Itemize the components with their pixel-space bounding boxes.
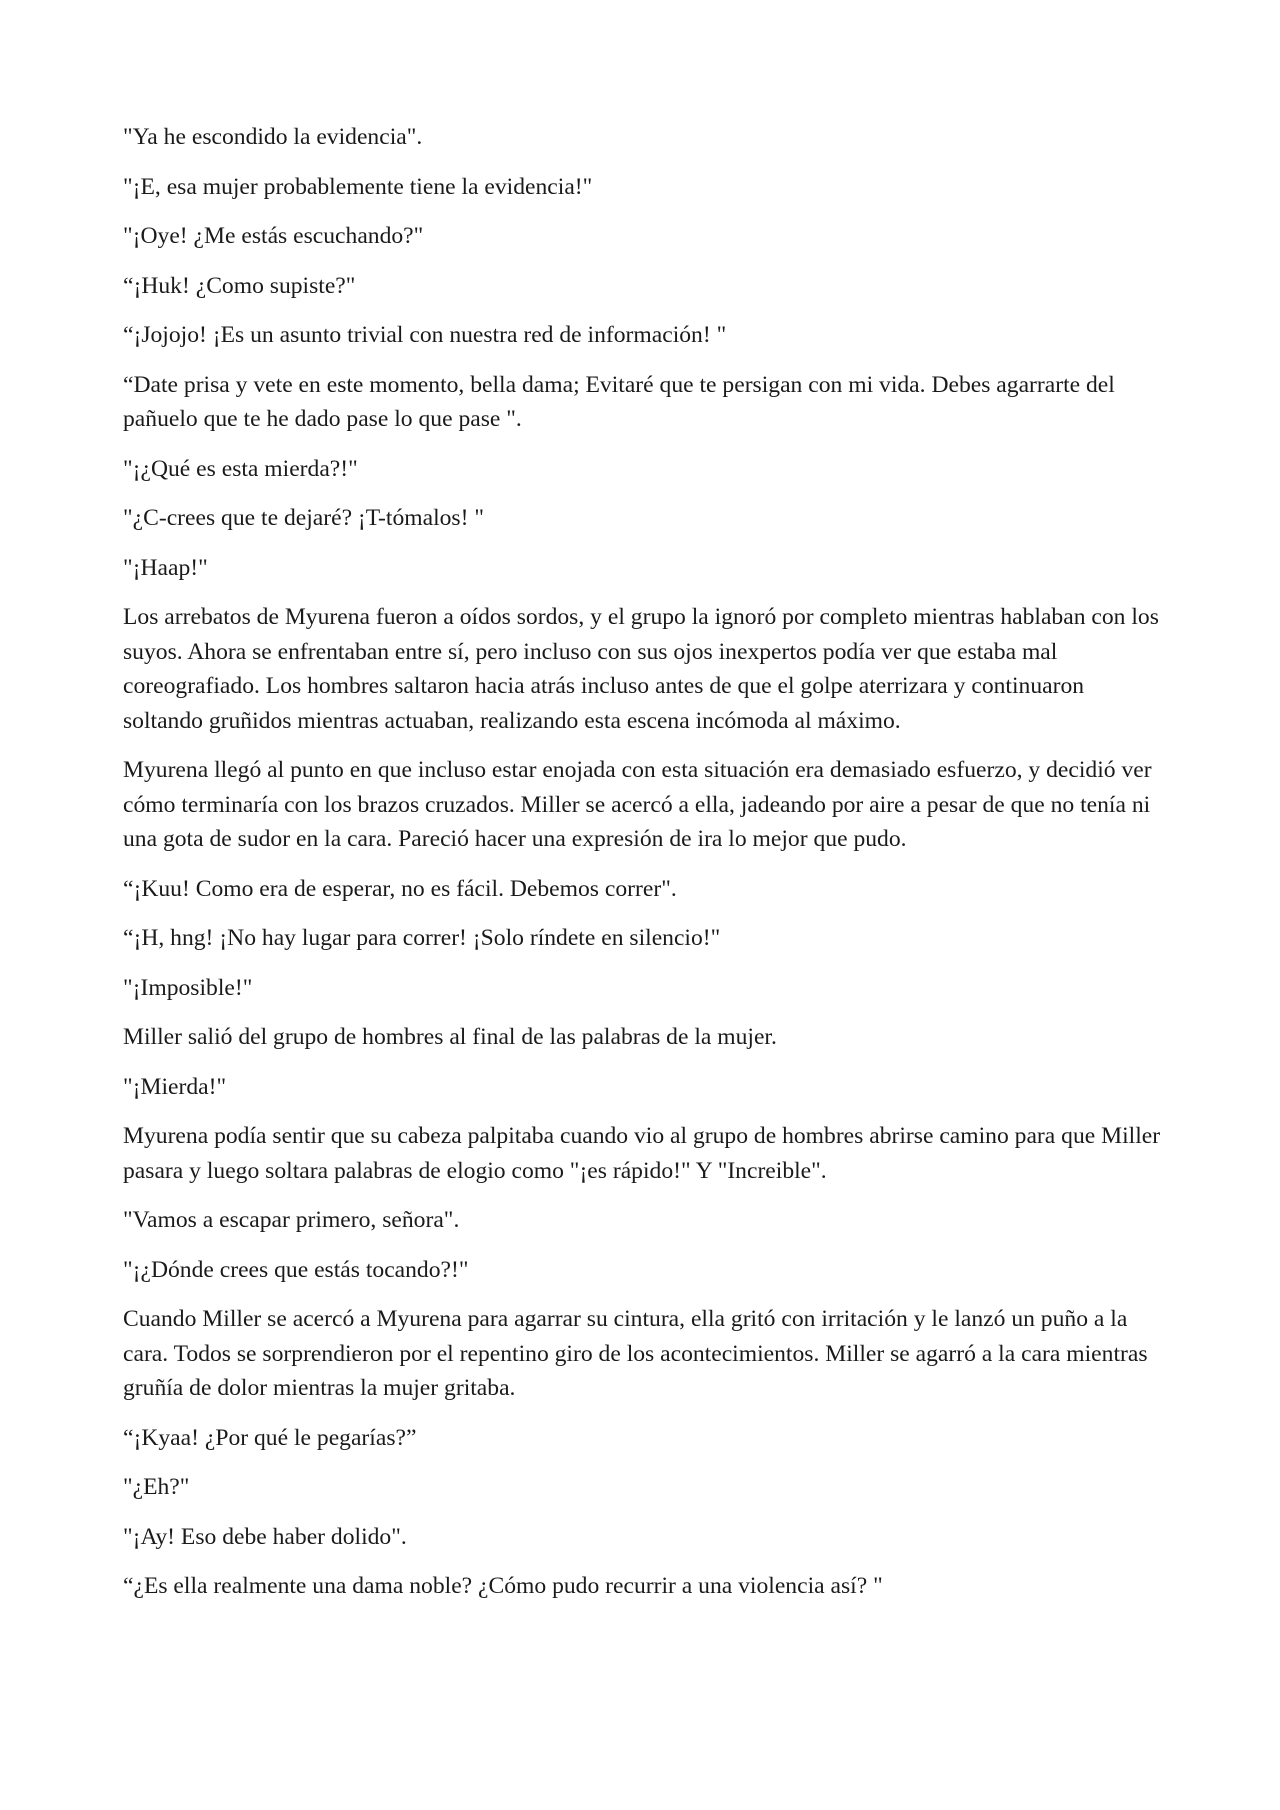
paragraph: "¡Ay! Eso debe haber dolido". xyxy=(123,1523,407,1550)
paragraph: “¡Kyaa! ¿Por qué le pegarías?” xyxy=(123,1424,417,1451)
paragraph: “¿Es ella realmente una dama noble? ¿Cómo pudo recurrir a una violencia así? " xyxy=(123,1573,883,1599)
paragraph: "¡Mierda!" xyxy=(123,1073,227,1100)
paragraph: “Date prisa y vete en este momento, bella dama; Evitaré que te persigan con mi vida. Debes agarrarte del pañuelo que te he dado pase lo que pase ". xyxy=(123,371,1115,432)
paragraph: “¡Jojojo! ¡Es un asunto trivial con nuestra red de información! " xyxy=(123,322,727,348)
paragraph: Miller salió del grupo de hombres al final de las palabras de la mujer. xyxy=(123,1024,777,1050)
paragraph: "¡Imposible!" xyxy=(123,974,253,1001)
paragraph: Los arrebatos de Myurena fueron a oídos sordos, y el grupo la ignoró por completo mientras hablaban con los suyos. Ahora se enfrentaban entre sí, pero incluso con sus ojos inexpertos podía ver que estaba mal coreografiado. Los hombres saltaron hacia atrás incluso antes de que el golpe aterrizara y continuaron soltando gruñidos mientras actuaban, realizando esta escena incómoda al máximo. xyxy=(123,604,1159,734)
paragraph: "Vamos a escapar primero, señora". xyxy=(123,1207,460,1233)
paragraph: "Ya he escondido la evidencia". xyxy=(123,124,423,150)
paragraph: Cuando Miller se acercó a Myurena para agarrar su cintura, ella gritó con irritación y le lanzó un puño a la cara. Todos se sorprendieron por el repentino giro de los acontecimientos. Miller se agarró a la cara mientras gruñía de dolor mientras la mujer gritaba. xyxy=(123,1306,1148,1401)
paragraph: "¡¿Qué es esta mierda?!" xyxy=(123,455,358,482)
paragraph: “¡Huk! ¿Como supiste?" xyxy=(123,272,356,299)
paragraph: "¿Eh?" xyxy=(123,1474,190,1500)
paragraph: "¡Oye! ¿Me estás escuchando?" xyxy=(123,223,424,249)
paragraph: “¡Kuu! Como era de esperar, no es fácil. Debemos correr". xyxy=(123,875,677,902)
paragraph: "¡¿Dónde crees que estás tocando?!" xyxy=(123,1256,469,1283)
paragraph: Myurena podía sentir que su cabeza palpitaba cuando vio al grupo de hombres abrirse camino para que Miller pasara y luego soltara palabras de elogio como "¡es rápido!" Y "Increible". xyxy=(123,1123,1161,1184)
paragraph: Myurena llegó al punto en que incluso estar enojada con esta situación era demasiado esfuerzo, y decidió ver cómo terminaría con los brazos cruzados. Miller se acercó a ella, jadeando por aire a pesar de que no tenía ni una gota de sudor en la cara. Pareció hacer una expresión de ira lo mejor que pudo. xyxy=(123,757,1152,852)
paragraph: "¡E, esa mujer probablemente tiene la evidencia!" xyxy=(123,173,593,200)
paragraph: “¡H, hng! ¡No hay lugar para correr! ¡Solo ríndete en silencio!" xyxy=(123,925,721,951)
paragraph: "¡Haap!" xyxy=(123,554,208,581)
paragraph: "¿C-crees que te dejaré? ¡T-tómalos! " xyxy=(123,505,484,531)
